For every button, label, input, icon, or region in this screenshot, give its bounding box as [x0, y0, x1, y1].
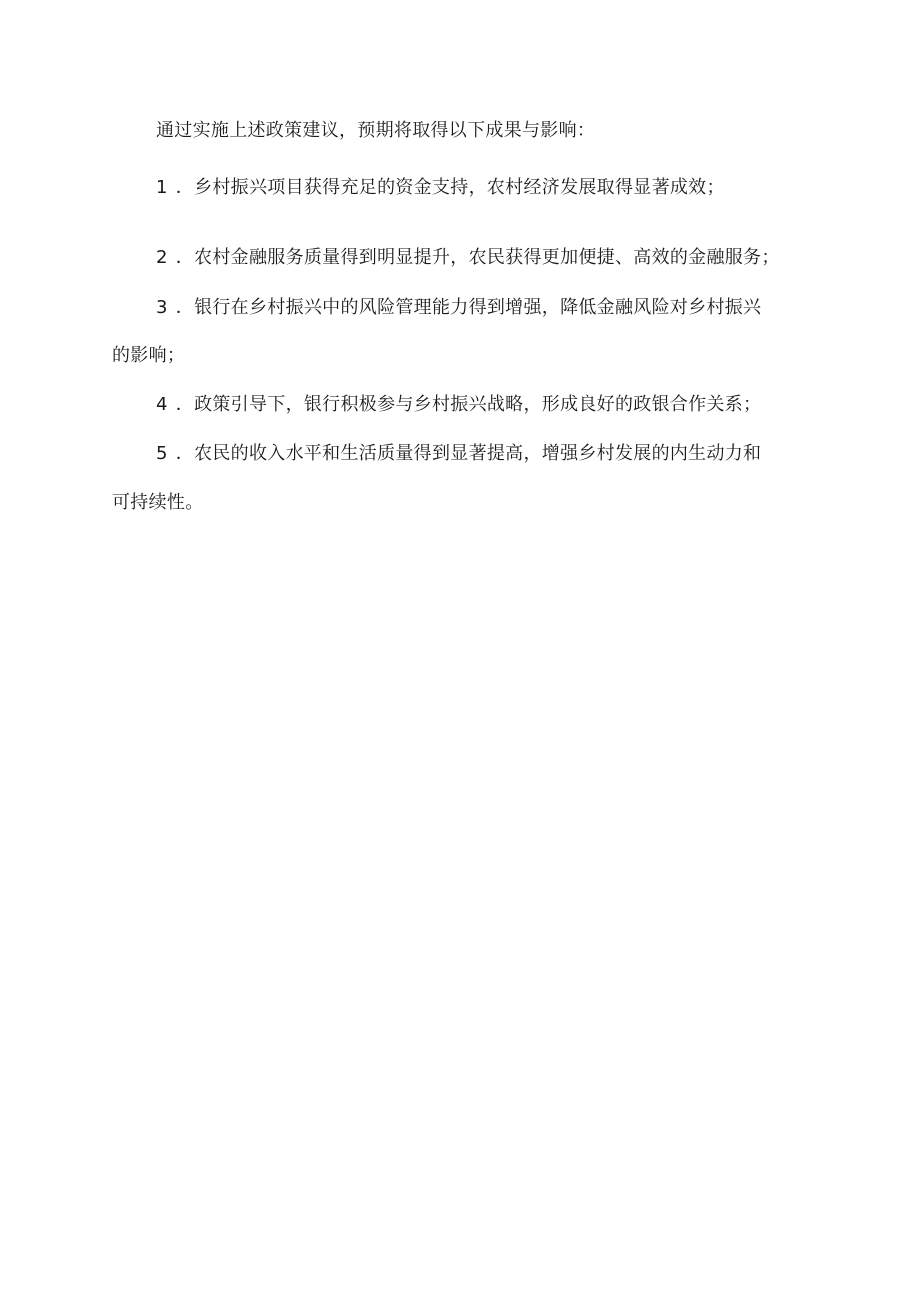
list-item-1 [112, 165, 868, 211]
list-item-number: 2 [156, 247, 168, 268]
list-item-text: ．政策引导下，银行积极参与乡村振兴战略，形成良好的政银合作关系； [175, 394, 762, 415]
list-item-number: 4 [156, 394, 168, 415]
intro-text: 通过实施上述政策建议，预期将取得以下成果与影响： [156, 120, 596, 141]
list-item-3 [112, 285, 868, 331]
list-item-text: ．农村金融服务质量得到明显提升，农民获得更加便捷、高效的金融服务； [175, 247, 780, 268]
list-item-2 [112, 235, 868, 281]
list-item-text: ．银行在乡村振兴中的风险管理能力得到增强，降低金融风险对乡村振兴 [175, 297, 762, 318]
intro-paragraph [112, 108, 868, 154]
list-item-number: 5 [156, 443, 168, 464]
list-item-text: ．乡村振兴项目获得充足的资金支持，农村经济发展取得显著成效； [175, 177, 725, 198]
list-item-text: 可持续性。 [112, 492, 204, 513]
list-item-text: ．农民的收入水平和生活质量得到显著提高，增强乡村发展的内生动力和 [175, 443, 762, 464]
list-item-text: 的影响； [112, 345, 186, 366]
list-item-4 [112, 382, 868, 428]
list-item-3-continuation [112, 333, 824, 379]
list-item-number: 3 [156, 297, 168, 318]
list-item-number: 1 [156, 177, 168, 198]
list-item-5-continuation [112, 480, 824, 526]
list-item-5 [112, 431, 868, 477]
